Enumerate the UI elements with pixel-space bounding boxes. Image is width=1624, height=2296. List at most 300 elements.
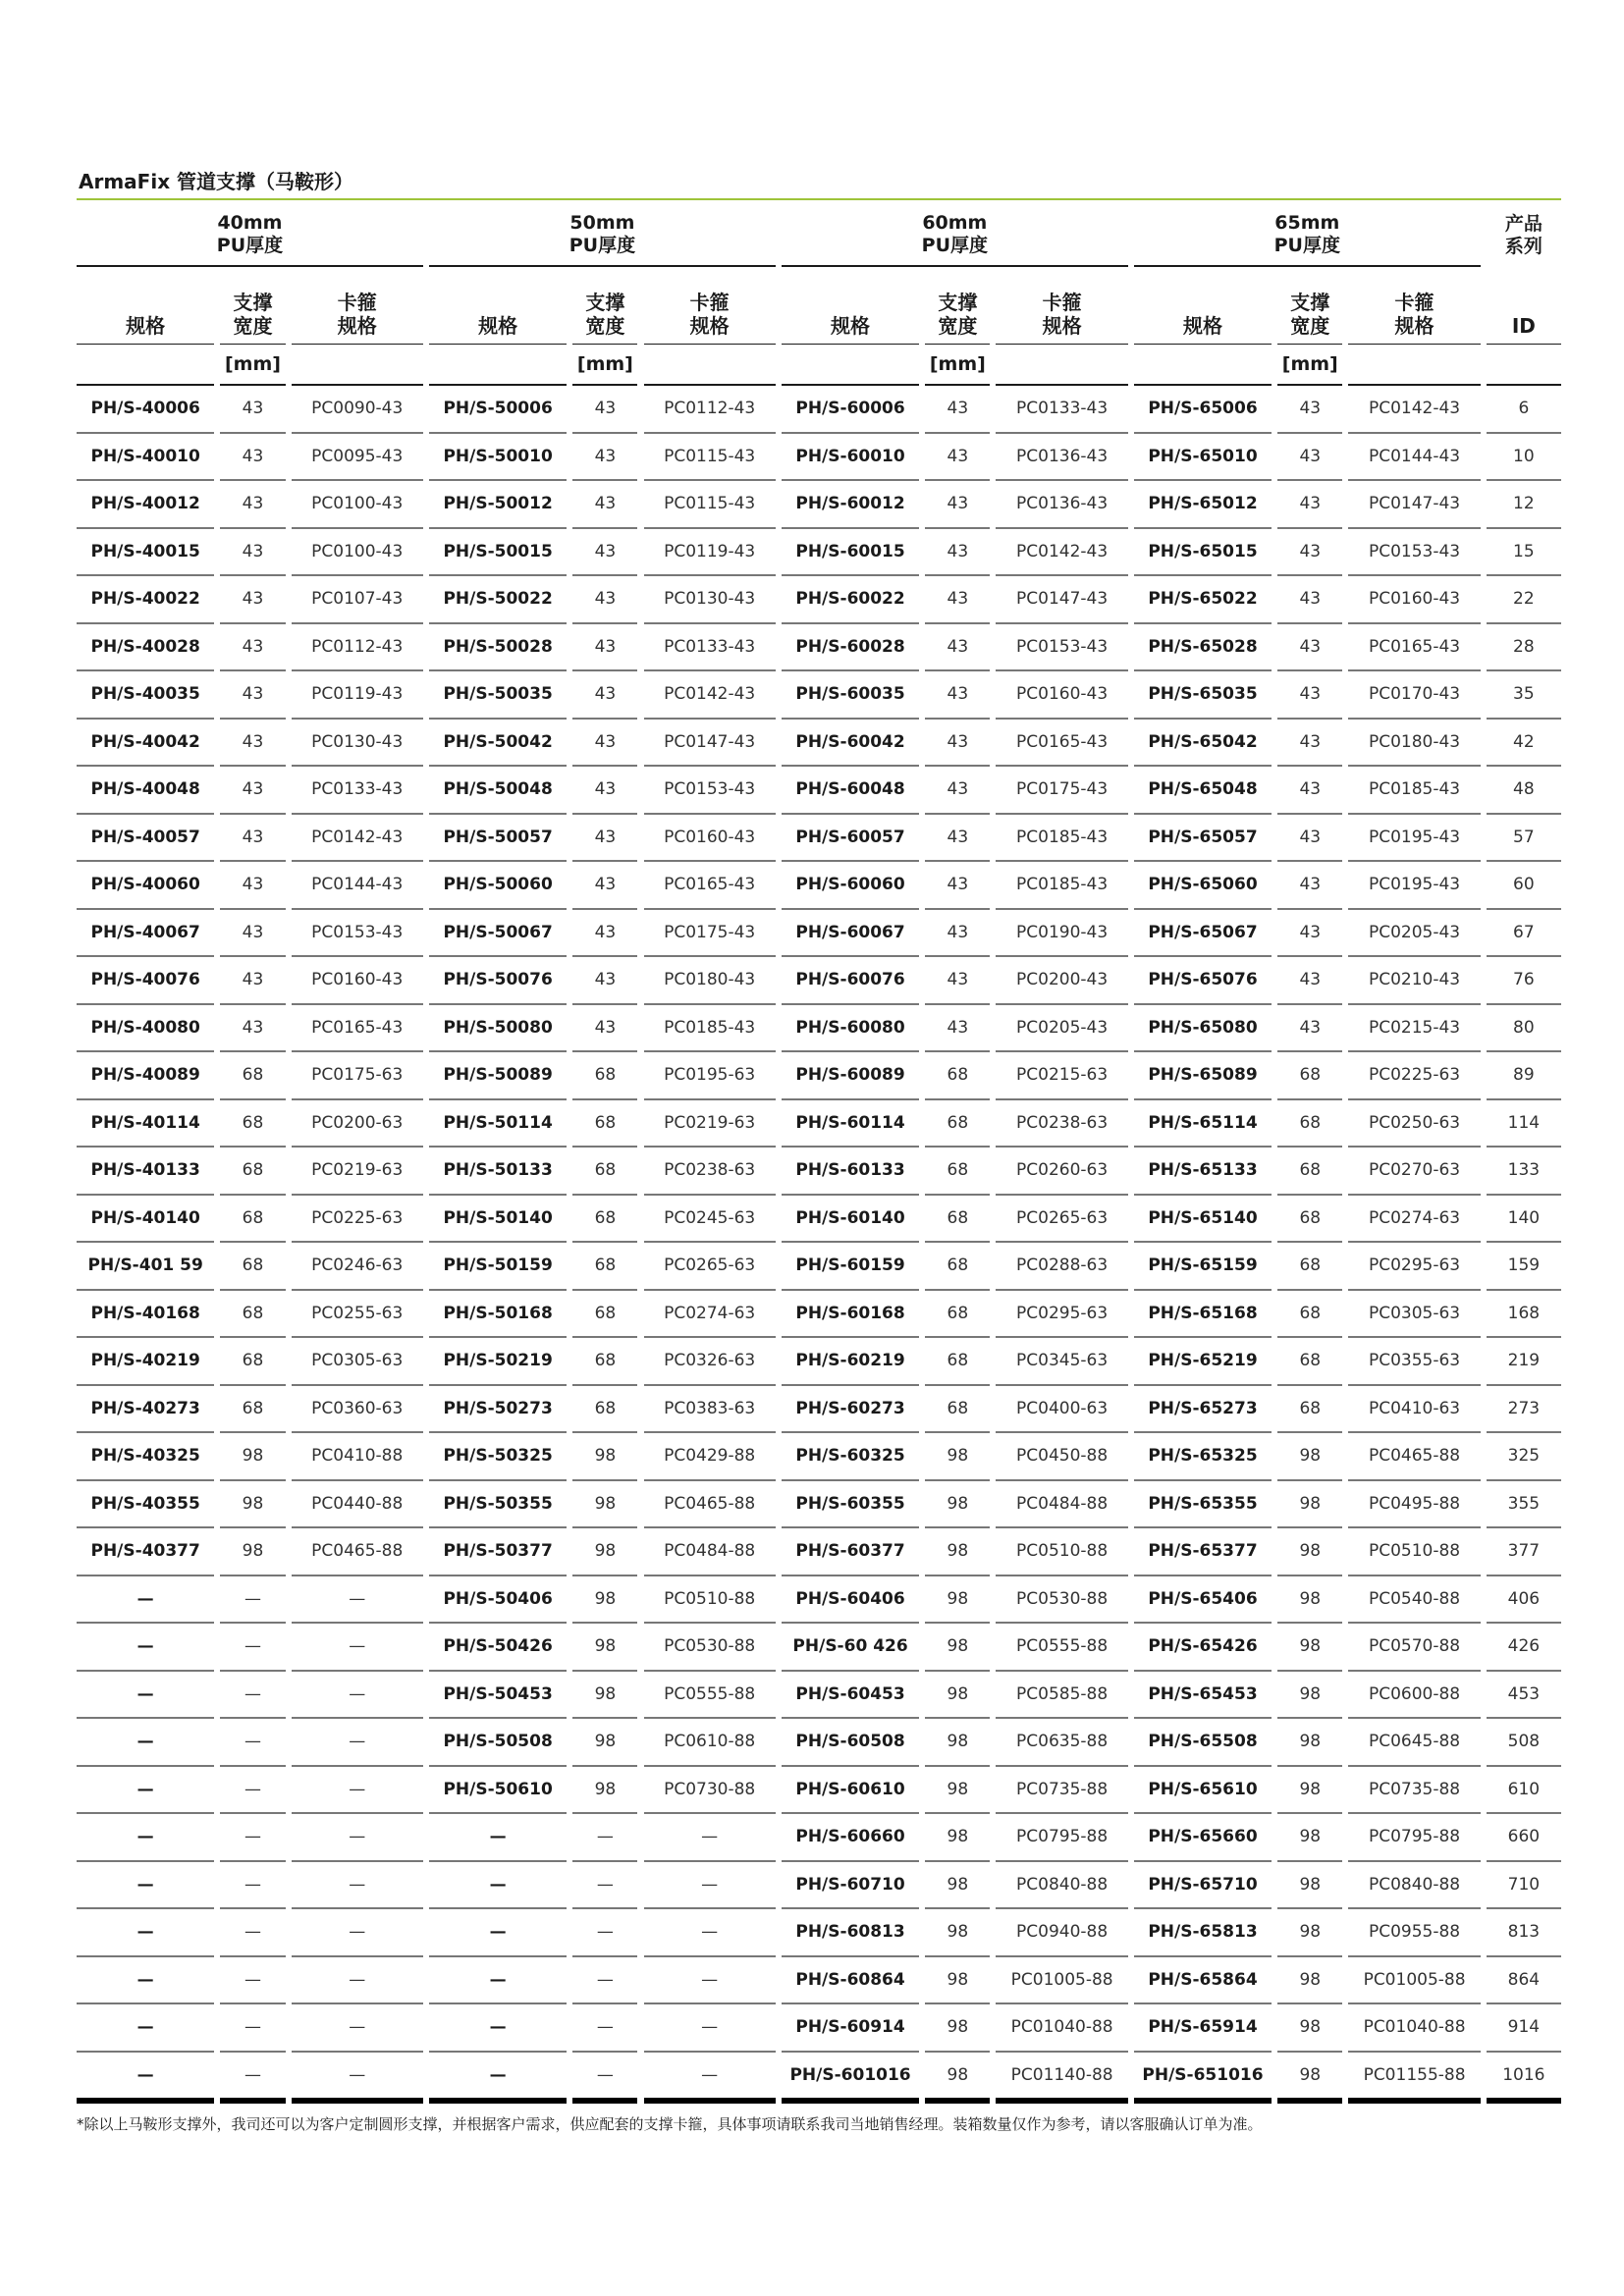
width-cell: 68 bbox=[1277, 1291, 1342, 1339]
width-cell: 98 bbox=[1277, 1862, 1342, 1910]
clamp-cell: PC0142-43 bbox=[292, 815, 423, 863]
spec-cell: PH/S-50080 bbox=[429, 1005, 567, 1053]
spec-cell: PH/S-65813 bbox=[1134, 1909, 1272, 1957]
id-cell: 133 bbox=[1487, 1148, 1561, 1196]
clamp-cell: — bbox=[644, 1957, 776, 2005]
unit-empty bbox=[292, 345, 423, 386]
id-cell: 89 bbox=[1487, 1052, 1561, 1100]
clamp-cell: PC0225-63 bbox=[292, 1196, 423, 1244]
clamp-cell: PC0165-43 bbox=[292, 1005, 423, 1053]
clamp-cell: PC0112-43 bbox=[292, 624, 423, 672]
width-cell: 43 bbox=[572, 720, 637, 768]
clamp-cell: PC0326-63 bbox=[644, 1338, 776, 1386]
spec-cell: PH/S-50028 bbox=[429, 624, 567, 672]
width-cell: — bbox=[572, 1909, 637, 1957]
spec-cell: PH/S-50508 bbox=[429, 1719, 567, 1767]
clamp-cell: PC0175-63 bbox=[292, 1052, 423, 1100]
clamp-cell: — bbox=[292, 2004, 423, 2053]
width-cell: 43 bbox=[1277, 529, 1342, 577]
spec-cell: PH/S-60035 bbox=[782, 671, 919, 720]
clamp-cell: PC0955-88 bbox=[1348, 1909, 1480, 1957]
width-cell: 43 bbox=[1277, 862, 1342, 910]
clamp-cell: PC0165-43 bbox=[996, 720, 1127, 768]
clamp-header-line2: 规格 bbox=[337, 314, 377, 338]
width-cell: 68 bbox=[1277, 1148, 1342, 1196]
width-cell: 98 bbox=[925, 1576, 990, 1625]
clamp-cell: PC0112-43 bbox=[644, 386, 776, 434]
clamp-cell: PC0295-63 bbox=[996, 1291, 1127, 1339]
width-cell: — bbox=[220, 1767, 285, 1815]
width-cell: 98 bbox=[925, 1862, 990, 1910]
width-cell: 98 bbox=[925, 2053, 990, 2105]
width-cell: 43 bbox=[572, 767, 637, 815]
spec-cell: PH/S-40015 bbox=[77, 529, 214, 577]
clamp-cell: PC0175-43 bbox=[996, 767, 1127, 815]
table-body bbox=[77, 386, 1561, 2104]
clamp-cell: PC0570-88 bbox=[1348, 1624, 1480, 1672]
width-cell: 98 bbox=[572, 1767, 637, 1815]
width-cell: 43 bbox=[925, 576, 990, 624]
width-cell: 68 bbox=[572, 1148, 637, 1196]
spec-cell: PH/S-60508 bbox=[782, 1719, 919, 1767]
width-cell: 98 bbox=[925, 1528, 990, 1576]
clamp-cell: PC0238-63 bbox=[996, 1100, 1127, 1148]
width-cell: 98 bbox=[572, 1672, 637, 1720]
clamp-cell: PC0205-43 bbox=[1348, 910, 1480, 958]
spec-cell: PH/S-40089 bbox=[77, 1052, 214, 1100]
spec-cell: PH/S-65012 bbox=[1134, 481, 1272, 529]
clamp-cell: PC01040-88 bbox=[996, 2004, 1127, 2053]
width-cell: 68 bbox=[572, 1100, 637, 1148]
spec-cell: PH/S-50159 bbox=[429, 1243, 567, 1291]
spec-cell: PH/S-60660 bbox=[782, 1814, 919, 1862]
clamp-cell: — bbox=[292, 1814, 423, 1862]
width-cell: 43 bbox=[925, 386, 990, 434]
spec-cell: PH/S-60453 bbox=[782, 1672, 919, 1720]
width-cell: — bbox=[220, 1624, 285, 1672]
width-cell: 43 bbox=[220, 671, 285, 720]
width-cell: 43 bbox=[220, 529, 285, 577]
spec-cell: PH/S-50273 bbox=[429, 1386, 567, 1434]
clamp-cell: PC0185-43 bbox=[1348, 767, 1480, 815]
id-cell: 80 bbox=[1487, 1005, 1561, 1053]
spec-cell: PH/S-601016 bbox=[782, 2053, 919, 2105]
clamp-cell: — bbox=[644, 2053, 776, 2105]
clamp-cell: — bbox=[292, 1909, 423, 1957]
width-cell: 43 bbox=[220, 624, 285, 672]
table-row bbox=[77, 1957, 1561, 2005]
spec-cell: PH/S-40133 bbox=[77, 1148, 214, 1196]
spec-cell: PH/S-60012 bbox=[782, 481, 919, 529]
width-cell: — bbox=[220, 2004, 285, 2053]
width-cell: 98 bbox=[925, 1624, 990, 1672]
spec-cell: PH/S-50325 bbox=[429, 1433, 567, 1481]
spec-cell: PH/S-60377 bbox=[782, 1528, 919, 1576]
spec-cell: — bbox=[429, 1909, 567, 1957]
width-cell: — bbox=[220, 1719, 285, 1767]
table-row bbox=[77, 1100, 1561, 1148]
id-cell: 453 bbox=[1487, 1672, 1561, 1720]
width-cell: 98 bbox=[1277, 1719, 1342, 1767]
width-cell: 43 bbox=[1277, 815, 1342, 863]
spec-cell: PH/S-60914 bbox=[782, 2004, 919, 2053]
table-row bbox=[77, 1433, 1561, 1481]
table-row bbox=[77, 1576, 1561, 1625]
spec-cell: PH/S-65114 bbox=[1134, 1100, 1272, 1148]
clamp-cell: PC0195-43 bbox=[1348, 815, 1480, 863]
clamp-cell: PC0465-88 bbox=[292, 1528, 423, 1576]
clamp-header bbox=[644, 267, 776, 345]
spec-cell: PH/S-40022 bbox=[77, 576, 214, 624]
table-row bbox=[77, 910, 1561, 958]
width-cell: 98 bbox=[925, 1909, 990, 1957]
width-cell: — bbox=[220, 1957, 285, 2005]
clamp-cell: PC0940-88 bbox=[996, 1909, 1127, 1957]
width-cell: 43 bbox=[925, 481, 990, 529]
width-cell: 68 bbox=[925, 1291, 990, 1339]
spec-cell: PH/S-50006 bbox=[429, 386, 567, 434]
spec-cell: PH/S-60864 bbox=[782, 1957, 919, 2005]
spec-cell: — bbox=[77, 1672, 214, 1720]
width-cell: 98 bbox=[925, 1957, 990, 2005]
id-cell: 60 bbox=[1487, 862, 1561, 910]
spec-cell: PH/S-65219 bbox=[1134, 1338, 1272, 1386]
unit-empty bbox=[1348, 345, 1480, 386]
width-cell: 98 bbox=[220, 1528, 285, 1576]
clamp-cell: — bbox=[644, 1814, 776, 1862]
width-cell: 43 bbox=[1277, 720, 1342, 768]
width-cell: — bbox=[220, 1814, 285, 1862]
spec-cell: PH/S-65660 bbox=[1134, 1814, 1272, 1862]
clamp-cell: — bbox=[292, 1767, 423, 1815]
unit-empty bbox=[996, 345, 1127, 386]
width-cell: 43 bbox=[1277, 910, 1342, 958]
clamp-cell: PC0142-43 bbox=[996, 529, 1127, 577]
group-header bbox=[1134, 204, 1481, 267]
width-cell: 43 bbox=[572, 624, 637, 672]
spec-cell: PH/S-65914 bbox=[1134, 2004, 1272, 2053]
spec-cell: PH/S-651016 bbox=[1134, 2053, 1272, 2105]
table-row bbox=[77, 767, 1561, 815]
clamp-cell: PC0190-43 bbox=[996, 910, 1127, 958]
spec-cell: PH/S-50042 bbox=[429, 720, 567, 768]
width-cell: 98 bbox=[1277, 1624, 1342, 1672]
width-cell: — bbox=[572, 1814, 637, 1862]
spec-cell: — bbox=[77, 2004, 214, 2053]
spec-cell: PH/S-50089 bbox=[429, 1052, 567, 1100]
clamp-cell: PC0160-43 bbox=[996, 671, 1127, 720]
unit-empty bbox=[77, 345, 214, 386]
table-row bbox=[77, 957, 1561, 1005]
width-cell: 98 bbox=[925, 1481, 990, 1529]
width-header bbox=[1277, 267, 1342, 345]
width-cell: 98 bbox=[925, 1767, 990, 1815]
width-cell: 43 bbox=[220, 862, 285, 910]
clamp-cell: PC0090-43 bbox=[292, 386, 423, 434]
clamp-cell: PC0133-43 bbox=[292, 767, 423, 815]
clamp-cell: — bbox=[644, 1862, 776, 1910]
width-header bbox=[572, 267, 637, 345]
table-row bbox=[77, 1528, 1561, 1576]
spec-cell: PH/S-60610 bbox=[782, 1767, 919, 1815]
series-header-line2: 系列 bbox=[1504, 236, 1543, 257]
table-row bbox=[77, 1672, 1561, 1720]
width-cell: 43 bbox=[925, 815, 990, 863]
clamp-cell: — bbox=[292, 1576, 423, 1625]
clamp-cell: PC0136-43 bbox=[996, 481, 1127, 529]
clamp-cell: PC01005-88 bbox=[1348, 1957, 1480, 2005]
width-cell: 98 bbox=[1277, 1481, 1342, 1529]
width-cell: — bbox=[220, 1576, 285, 1625]
width-cell: 98 bbox=[1277, 1814, 1342, 1862]
clamp-cell: PC0465-88 bbox=[1348, 1433, 1480, 1481]
width-cell: — bbox=[572, 1957, 637, 2005]
clamp-cell: PC0495-88 bbox=[1348, 1481, 1480, 1529]
header-unit-row bbox=[77, 345, 1561, 386]
clamp-cell: PC0530-88 bbox=[644, 1624, 776, 1672]
clamp-cell: PC0200-63 bbox=[292, 1100, 423, 1148]
spec-cell: — bbox=[77, 1957, 214, 2005]
width-cell: 68 bbox=[220, 1100, 285, 1148]
clamp-cell: PC0730-88 bbox=[644, 1767, 776, 1815]
id-cell: 914 bbox=[1487, 2004, 1561, 2053]
spec-cell: PH/S-65057 bbox=[1134, 815, 1272, 863]
id-cell: 273 bbox=[1487, 1386, 1561, 1434]
group-header-line2: PU厚度 bbox=[921, 235, 989, 256]
group-header-line2: PU厚度 bbox=[1273, 235, 1340, 256]
clamp-cell: PC0735-88 bbox=[996, 1767, 1127, 1815]
spec-cell: PH/S-60355 bbox=[782, 1481, 919, 1529]
table-row bbox=[77, 1481, 1561, 1529]
clamp-cell: PC0610-88 bbox=[644, 1719, 776, 1767]
clamp-cell: PC0147-43 bbox=[996, 576, 1127, 624]
spec-cell: PH/S-50140 bbox=[429, 1196, 567, 1244]
spec-cell: PH/S-65133 bbox=[1134, 1148, 1272, 1196]
spec-cell: PH/S-40273 bbox=[77, 1386, 214, 1434]
table-row bbox=[77, 2053, 1561, 2105]
clamp-cell: PC0153-43 bbox=[644, 767, 776, 815]
spec-cell: PH/S-65426 bbox=[1134, 1624, 1272, 1672]
clamp-cell: PC0185-43 bbox=[996, 815, 1127, 863]
id-cell: 406 bbox=[1487, 1576, 1561, 1625]
width-cell: 68 bbox=[1277, 1100, 1342, 1148]
width-cell: 68 bbox=[220, 1243, 285, 1291]
width-cell: 43 bbox=[1277, 576, 1342, 624]
width-cell: 68 bbox=[572, 1196, 637, 1244]
unit-empty bbox=[644, 345, 776, 386]
clamp-header-line1: 卡箍 bbox=[1042, 291, 1082, 314]
width-cell: 68 bbox=[572, 1338, 637, 1386]
width-cell: 98 bbox=[925, 1814, 990, 1862]
width-cell: 43 bbox=[572, 434, 637, 482]
spec-cell: PH/S-60710 bbox=[782, 1862, 919, 1910]
clamp-cell: PC0840-88 bbox=[996, 1862, 1127, 1910]
spec-cell: — bbox=[429, 2004, 567, 2053]
spec-cell: — bbox=[77, 1576, 214, 1625]
clamp-cell: — bbox=[292, 1624, 423, 1672]
width-cell: 43 bbox=[572, 529, 637, 577]
clamp-cell: PC0142-43 bbox=[1348, 386, 1480, 434]
width-cell: 98 bbox=[1277, 1576, 1342, 1625]
spec-cell: PH/S-50015 bbox=[429, 529, 567, 577]
clamp-cell: PC0288-63 bbox=[996, 1243, 1127, 1291]
spec-cell: PH/S-50012 bbox=[429, 481, 567, 529]
width-cell: 43 bbox=[572, 815, 637, 863]
clamp-cell: PC0795-88 bbox=[1348, 1814, 1480, 1862]
spec-cell: PH/S-40060 bbox=[77, 862, 214, 910]
table-row bbox=[77, 1196, 1561, 1244]
width-cell: 43 bbox=[220, 767, 285, 815]
table-row bbox=[77, 1624, 1561, 1672]
width-cell: 43 bbox=[572, 576, 637, 624]
spec-cell: PH/S-60159 bbox=[782, 1243, 919, 1291]
header-group-row bbox=[77, 204, 1561, 267]
clamp-cell: PC0295-63 bbox=[1348, 1243, 1480, 1291]
width-cell: 43 bbox=[572, 671, 637, 720]
spec-cell: PH/S-40076 bbox=[77, 957, 214, 1005]
clamp-cell: PC01155-88 bbox=[1348, 2053, 1480, 2105]
clamp-cell: PC0305-63 bbox=[1348, 1291, 1480, 1339]
table-row bbox=[77, 720, 1561, 768]
clamp-header-line1: 卡箍 bbox=[337, 291, 377, 314]
table-row bbox=[77, 1862, 1561, 1910]
id-cell: 813 bbox=[1487, 1909, 1561, 1957]
table-row bbox=[77, 1148, 1561, 1196]
id-cell: 28 bbox=[1487, 624, 1561, 672]
width-header-line1: 支撑 bbox=[1290, 291, 1330, 314]
spec-cell: PH/S-60076 bbox=[782, 957, 919, 1005]
spec-cell: PH/S-60006 bbox=[782, 386, 919, 434]
unit-label: [mm] bbox=[1277, 345, 1342, 386]
clamp-cell: PC0119-43 bbox=[292, 671, 423, 720]
spec-cell: PH/S-65060 bbox=[1134, 862, 1272, 910]
width-cell: 68 bbox=[220, 1052, 285, 1100]
clamp-cell: PC0130-43 bbox=[292, 720, 423, 768]
clamp-header bbox=[1348, 267, 1480, 345]
spec-cell: PH/S-50114 bbox=[429, 1100, 567, 1148]
clamp-cell: — bbox=[292, 1672, 423, 1720]
width-cell: 43 bbox=[572, 910, 637, 958]
table-row bbox=[77, 1386, 1561, 1434]
header-sub-row bbox=[77, 267, 1561, 345]
spec-cell: PH/S-65406 bbox=[1134, 1576, 1272, 1625]
clamp-header bbox=[292, 267, 423, 345]
spec-cell: PH/S-50060 bbox=[429, 862, 567, 910]
spec-cell: PH/S-60022 bbox=[782, 576, 919, 624]
width-cell: 43 bbox=[220, 1005, 285, 1053]
clamp-cell: PC0136-43 bbox=[996, 434, 1127, 482]
group-header-line1: 40mm bbox=[217, 212, 283, 234]
width-cell: 98 bbox=[572, 1624, 637, 1672]
clamp-cell: PC0484-88 bbox=[996, 1481, 1127, 1529]
clamp-cell: PC01140-88 bbox=[996, 2053, 1127, 2105]
id-cell: 22 bbox=[1487, 576, 1561, 624]
clamp-cell: PC0160-43 bbox=[1348, 576, 1480, 624]
clamp-cell: PC0265-63 bbox=[644, 1243, 776, 1291]
id-cell: 48 bbox=[1487, 767, 1561, 815]
width-cell: 43 bbox=[572, 862, 637, 910]
unit-empty bbox=[1487, 345, 1561, 386]
clamp-cell: PC0219-63 bbox=[292, 1148, 423, 1196]
width-cell: 98 bbox=[572, 1481, 637, 1529]
width-cell: 68 bbox=[1277, 1338, 1342, 1386]
spec-cell: PH/S-50406 bbox=[429, 1576, 567, 1625]
spec-cell: PH/S-65010 bbox=[1134, 434, 1272, 482]
spec-cell: PH/S-65015 bbox=[1134, 529, 1272, 577]
width-cell: 68 bbox=[220, 1148, 285, 1196]
clamp-cell: PC0160-43 bbox=[644, 815, 776, 863]
spec-cell: PH/S-65006 bbox=[1134, 386, 1272, 434]
clamp-cell: PC0215-43 bbox=[1348, 1005, 1480, 1053]
width-header bbox=[220, 267, 285, 345]
clamp-header-line2: 规格 bbox=[689, 314, 730, 338]
clamp-cell: PC0115-43 bbox=[644, 481, 776, 529]
table-row bbox=[77, 2004, 1561, 2053]
table-row bbox=[77, 1814, 1561, 1862]
group-header-line1: 50mm bbox=[569, 212, 635, 234]
clamp-header-line2: 规格 bbox=[1042, 314, 1082, 338]
table-row bbox=[77, 671, 1561, 720]
clamp-cell: PC0205-43 bbox=[996, 1005, 1127, 1053]
clamp-cell: PC0115-43 bbox=[644, 434, 776, 482]
width-cell: 43 bbox=[572, 1005, 637, 1053]
width-cell: 68 bbox=[925, 1052, 990, 1100]
clamp-cell: PC0260-63 bbox=[996, 1148, 1127, 1196]
clamp-cell: PC0274-63 bbox=[1348, 1196, 1480, 1244]
table-row bbox=[77, 529, 1561, 577]
width-cell: 98 bbox=[572, 1576, 637, 1625]
table-header bbox=[77, 204, 1561, 386]
spec-cell: PH/S-60080 bbox=[782, 1005, 919, 1053]
id-cell: 42 bbox=[1487, 720, 1561, 768]
spec-cell: PH/S-50426 bbox=[429, 1624, 567, 1672]
width-cell: 43 bbox=[572, 957, 637, 1005]
clamp-cell: PC0195-63 bbox=[644, 1052, 776, 1100]
spec-cell: PH/S-65022 bbox=[1134, 576, 1272, 624]
width-cell: — bbox=[572, 2053, 637, 2105]
width-cell: 98 bbox=[925, 2004, 990, 2053]
group-header bbox=[77, 204, 423, 267]
spec-header: 规格 bbox=[782, 267, 919, 345]
width-cell: 68 bbox=[1277, 1386, 1342, 1434]
width-cell: 68 bbox=[572, 1386, 637, 1434]
table-row bbox=[77, 1291, 1561, 1339]
clamp-cell: PC0360-63 bbox=[292, 1386, 423, 1434]
spec-cell: PH/S-50133 bbox=[429, 1148, 567, 1196]
spec-cell: PH/S-65035 bbox=[1134, 671, 1272, 720]
clamp-cell: PC0095-43 bbox=[292, 434, 423, 482]
spec-cell: PH/S-60273 bbox=[782, 1386, 919, 1434]
clamp-cell: PC0153-43 bbox=[996, 624, 1127, 672]
spec-cell: PH/S-65508 bbox=[1134, 1719, 1272, 1767]
table-row bbox=[77, 624, 1561, 672]
table-row bbox=[77, 1338, 1561, 1386]
clamp-cell: PC0510-88 bbox=[644, 1576, 776, 1625]
width-header-line2: 宽度 bbox=[585, 314, 625, 338]
id-cell: 10 bbox=[1487, 434, 1561, 482]
width-cell: 43 bbox=[220, 386, 285, 434]
spec-cell: PH/S-65610 bbox=[1134, 1767, 1272, 1815]
clamp-cell: PC0345-63 bbox=[996, 1338, 1127, 1386]
id-header: ID bbox=[1487, 267, 1561, 345]
spec-cell: PH/S-40067 bbox=[77, 910, 214, 958]
id-cell: 377 bbox=[1487, 1528, 1561, 1576]
width-cell: 43 bbox=[572, 481, 637, 529]
clamp-cell: PC0219-63 bbox=[644, 1100, 776, 1148]
width-cell: — bbox=[220, 2053, 285, 2105]
clamp-cell: — bbox=[292, 1719, 423, 1767]
width-header-line1: 支撑 bbox=[233, 291, 273, 314]
